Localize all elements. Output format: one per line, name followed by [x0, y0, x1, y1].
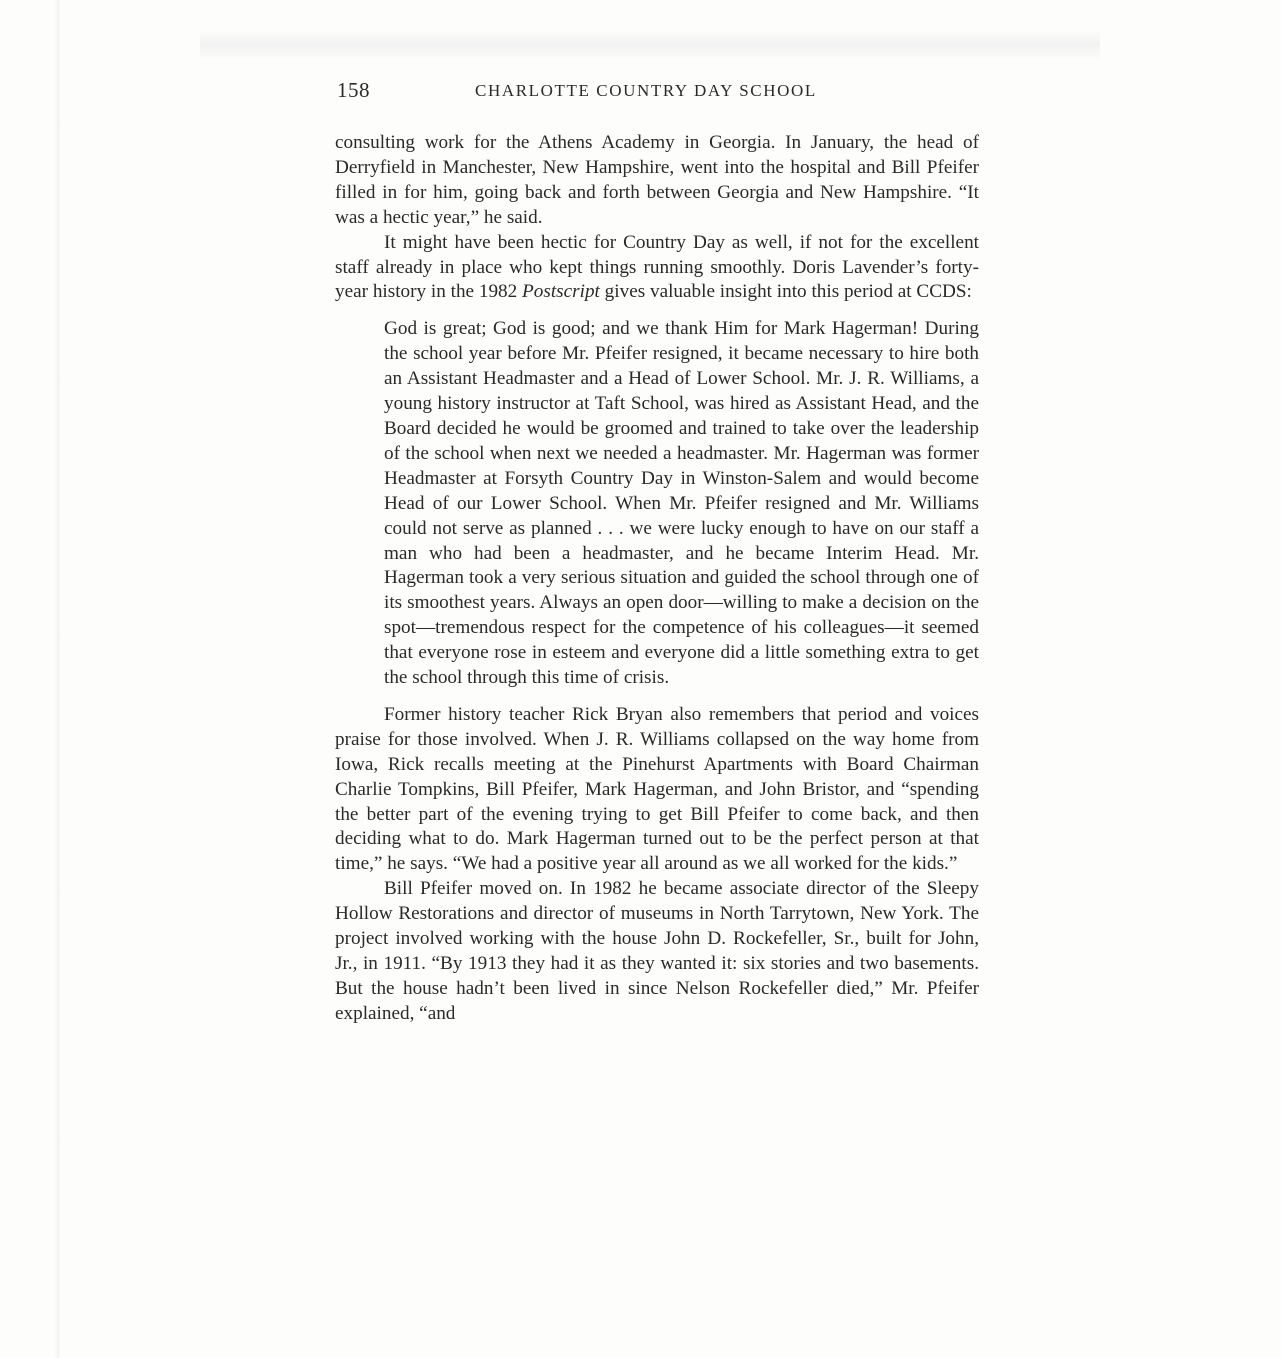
- page-number: 158: [337, 78, 370, 102]
- scan-shadow: [200, 30, 1100, 60]
- paragraph-2: [335, 231, 979, 306]
- paragraph-2-text-b: gives valuable insight into this period at CCDS:: [599, 281, 972, 303]
- paragraph-4: Bill Pfeifer moved on. In 1982 he became associate director of the Sleepy Hollow Restorations and director of museums in North Tarrytown, New York. The project involved working with the house John D. Rockefeller, Sr., built for John, Jr., in 1911. “By 1913 they had it as they wanted it: six stories and two basements. But the house hadn’t been lived in since Nelson Rockefeller died,” Mr. Pfeifer explained, “and: [335, 878, 979, 1024]
- scan-edge: [55, 0, 61, 1358]
- paragraph-3: Former history teacher Rick Bryan also remembers that period and voices praise for those involved. When J. R. Williams collapsed on the way home from Iowa, Rick recalls meeting at the Pinehurst Apartments with Board Chairman Charlie Tompkins, Bill Pfeifer, Mark Hagerman, and John Bristor, and “spending the better part of the evening trying to get Bill Pfeifer to come back, and then deciding what to do. Mark Hagerman turned out to be the perfect person at that time,” he says. “We had a positive year all around as we all worked for the kids.”: [335, 703, 979, 875]
- paragraph-1: consulting work for the Athens Academy in Georgia. In January, the head of Derryfield in Manchester, New Hampshire, went into the hospital and Bill Pfeifer filled in for him, going back and forth between Georgia and New Hampshire. “It was a hectic year,” he said.: [335, 132, 979, 228]
- postscript-title: Postscript: [522, 281, 600, 303]
- paragraph-2-text-a: It might have been hectic for Country Day as well, if not for the excellent staff already in place who kept things running smoothly. Doris Lavender’s forty-year history in the 1982: [335, 231, 979, 303]
- body-text: [335, 131, 979, 1027]
- page-header: [337, 78, 979, 106]
- running-head: CHARLOTTE COUNTRY DAY SCHOOL: [475, 81, 817, 100]
- block-quote: God is great; God is good; and we thank Him for Mark Hagerman! During the school year before Mr. Pfeifer resigned, it became necessary to hire both an Assistant Headmaster and a Head of Lower School. Mr. J. R. Williams, a young history instructor at Taft School, was hired as Assistant Head, and the Board decided he would be groomed and trained to take over the leadership of the school when next we needed a headmaster. Mr. Hagerman was former Headmaster at Forsyth Country Day in Winston-Salem and would become Head of our Lower School. When Mr. Pfeifer resigned and Mr. Williams could not serve as planned . . . we were lucky enough to have on our staff a man who had been a headmaster, and he became Interim Head. Mr. Hagerman took a very serious situation and guided the school through one of its smoothest years. Always an open door—willing to make a decision on the spot—tremendous respect for the competence of his colleagues—it seemed that everyone rose in esteem and everyone did a little something extra to get the school through this time of crisis.: [384, 318, 979, 689]
